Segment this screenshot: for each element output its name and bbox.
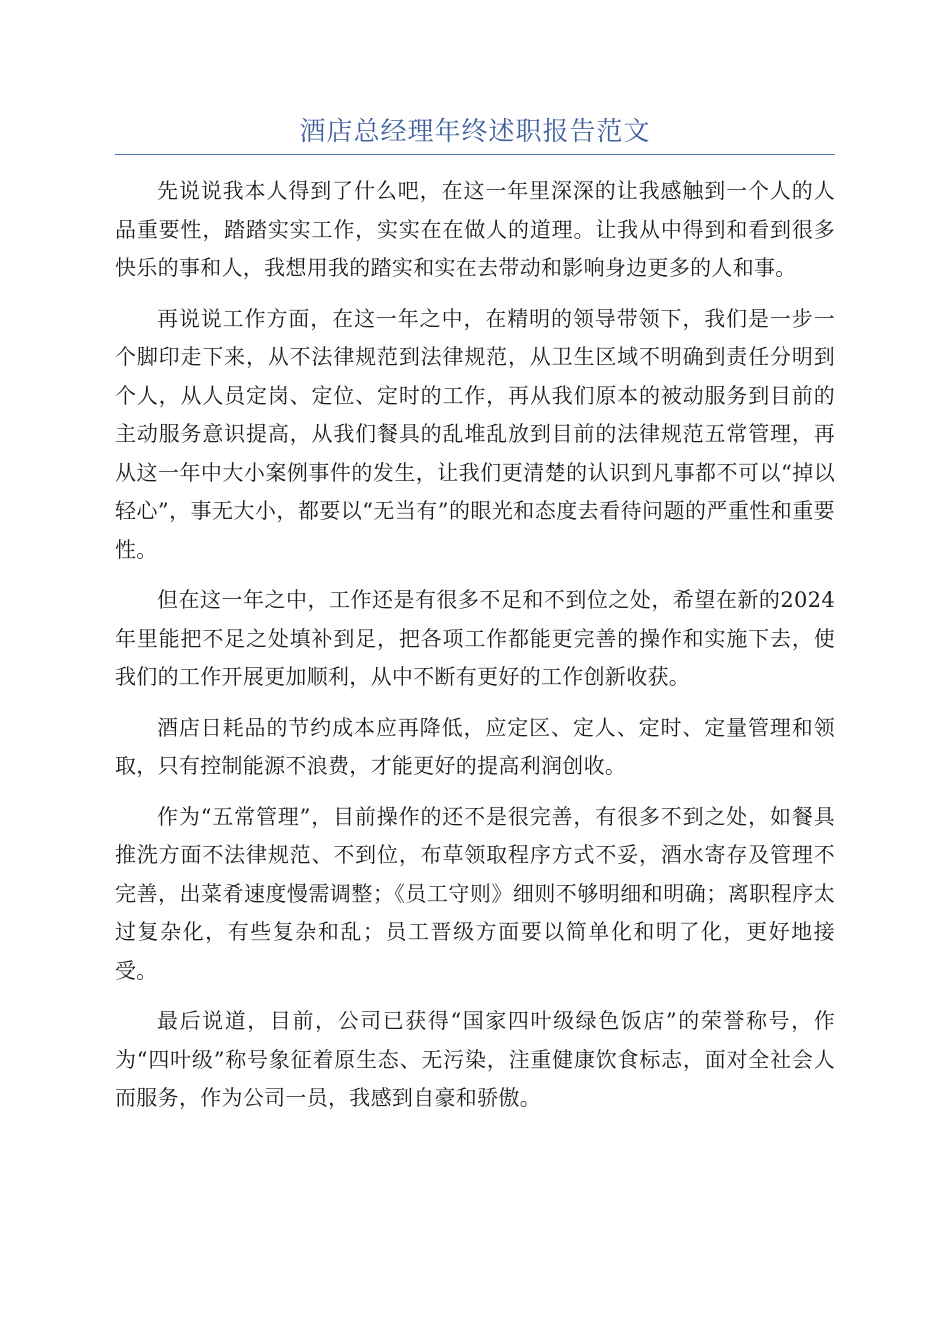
paragraph-3: 但在这一年之中，工作还是有很多不足和不到位之处，希望在新的2024年里能把不足之处填补到足，把各项工作都能更完善的操作和实施下去，使我们的工作开展更加顺利，从中不断有更好的工作创新收获。 <box>115 588 835 689</box>
paragraph-4: 酒店日耗品的节约成本应再降低，应定区、定人、定时、定量管理和领取，只有控制能源不浪费，才能更好的提高利润创收。 <box>115 715 835 778</box>
title-underline <box>115 154 835 155</box>
document-title: 酒店总经理年终述职报告范文 <box>299 117 651 147</box>
paragraph-6: 最后说道，目前，公司已获得“国家四叶级绿色饭店”的荣誉称号，作为“四叶级”称号象征着原生态、无污染，注重健康饮食标志，面对全社会人而服务，作为公司一员，我感到自豪和骄傲。 <box>115 1009 835 1110</box>
paragraph-5: 作为“五常管理”，目前操作的还不是很完善，有很多不到之处，如餐具推洗方面不法律规范、不到位，布草领取程序方式不妥，酒水寄存及管理不完善，出菜肴速度慢需调整；《员工守则》细则不够明细和明确；离职程序太过复杂化，有些复杂和乱；员工晋级方面要以简单化和明了化，更好地接受。 <box>115 804 835 983</box>
paragraph-2: 再说说工作方面，在这一年之中，在精明的领导带领下，我们是一步一个脚印走下来，从不法律规范到法律规范，从卫生区域不明确到责任分明到个人，从人员定岗、定位、定时的工作，再从我们原本的被动服务到目前的主动服务意识提高，从我们餐具的乱堆乱放到目前的法律规范五常管理，再从这一年中大小案例事件的发生，让我们更清楚的认识到凡事都不可以“掉以轻心”，事无大小，都要以“无当有”的眼光和态度去看待问题的严重性和重要性。 <box>115 306 835 562</box>
paragraph-1: 先说说我本人得到了什么吧，在这一年里深深的让我感触到一个人的人品重要性，踏踏实实工作，实实在在做人的道理。让我从中得到和看到很多快乐的事和人，我想用我的踏实和实在去带动和影响身边更多的人和事。 <box>115 179 835 280</box>
document-body <box>115 172 835 1130</box>
